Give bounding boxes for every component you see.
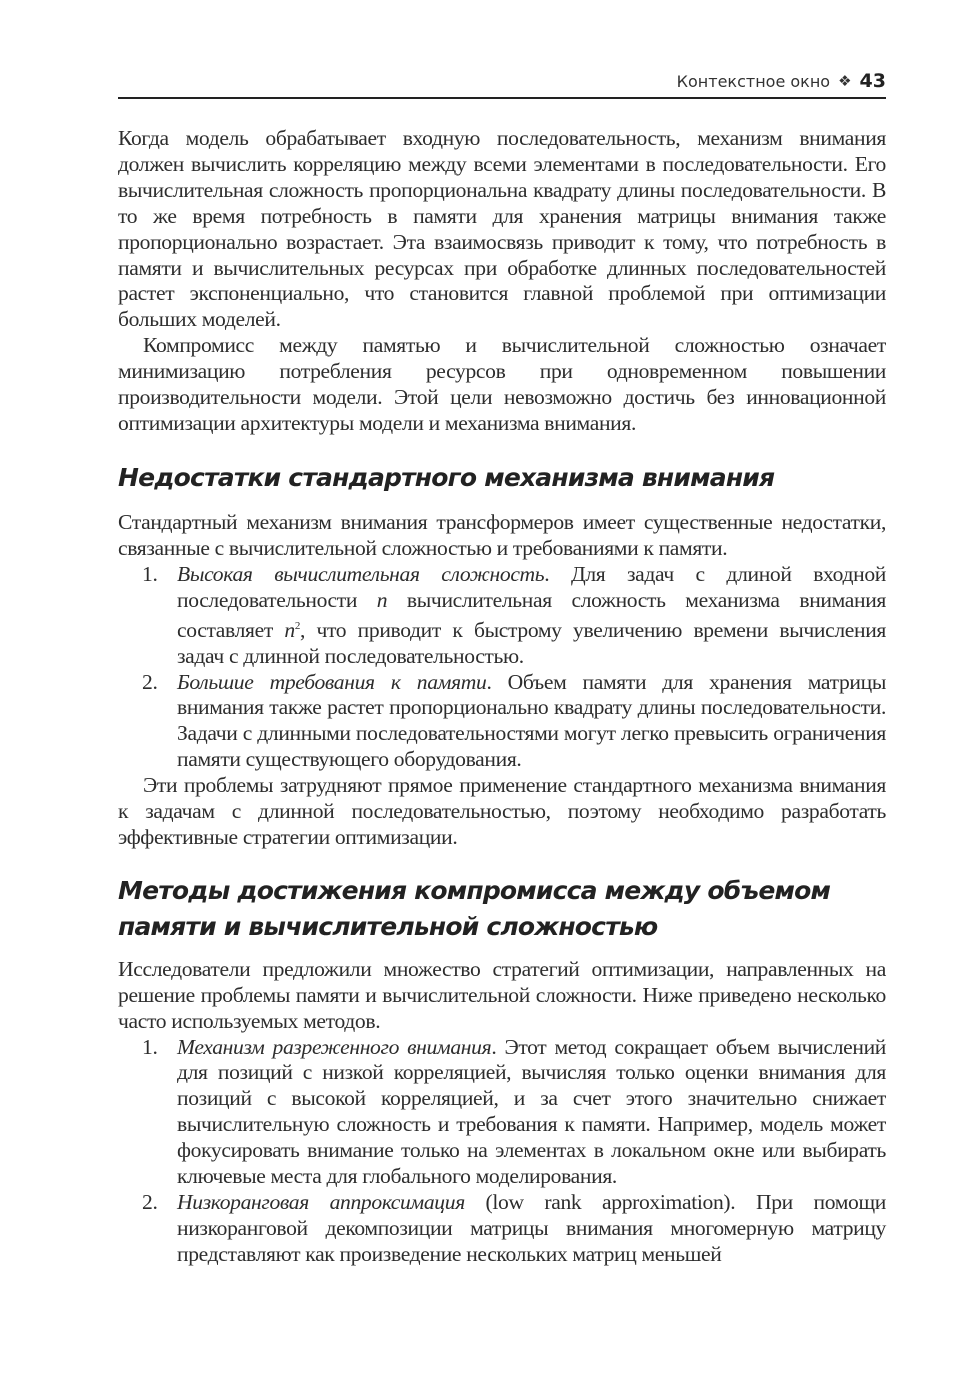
section-1-conclusion: Эти проблемы затрудняют прямое применение стандартного механизма внимания к задачам с длинной последовательностью, поэтому необходимо разработать эффективные стратегии оптимизации. — [118, 773, 886, 849]
list-text: , что приводит к быстрому увеличению времени вычисления задач с длинной последовательностью. — [177, 617, 886, 668]
list-text: (low rank approximation). При помощи низкоранговой декомпозиции матрицы внимания многомерную матрицу представляют как произведение нескольких матриц меньшей — [177, 1190, 886, 1266]
math-var: n — [376, 587, 388, 612]
running-head — [677, 70, 886, 92]
list-number: 1. — [142, 1034, 158, 1059]
section-2-intro: Исследователи предложили множество стратегий оптимизации, направленных на решение проблемы памяти и вычислительной сложности. Ниже приведено несколько часто используемых методов. — [118, 956, 886, 1033]
section-1-intro: Стандартный механизм внимания трансформеров имеет существенные недостатки, связанные с вычислительной сложностью и требованиями к памяти. — [118, 509, 886, 560]
section-2-list — [118, 1035, 886, 1268]
section-heading-2: Методы достижения компромисса между объемом памяти и вычислительной сложностью — [118, 875, 831, 941]
list-term: Низкоранговая аппроксимация — [177, 1190, 465, 1214]
section-1-list — [118, 562, 886, 773]
list-item — [118, 1190, 886, 1268]
page-body — [118, 126, 886, 1268]
list-text: . Этот метод сокращает объем вычислений для позиций с низкой корреляцией, вычисляя только оценки внимания для позиций с высокой корреляцией, и за счет этого значительно снижает вычислительную сложность и требования к памяти. Например, модель может фокусировать внимание только на элементах в локальном окне или выбирать ключевые места для глобального моделирования. — [177, 1034, 886, 1189]
list-term: Механизм разреженного внимания — [177, 1034, 492, 1059]
ornament-icon: ❖ — [838, 72, 852, 90]
list-item — [118, 670, 886, 774]
list-item — [118, 1035, 886, 1190]
list-number: 2. — [142, 1190, 158, 1214]
list-text: . Объем памяти для хранения матрицы внимания также растет пропорционально квадрату длины последовательности. Задачи с длинными последовательностями могут легко превысить ограничения памяти существующего оборудования. — [177, 669, 886, 772]
paragraph-1: Когда модель обрабатывает входную последовательность, механизм внимания должен вычислить корреляцию между всеми элементами в последовательности. Его вычислительная сложность пропорциональна квадрату длины последовательности. В то же время потребность в памяти для хранения матрицы внимания также пропорционально возрастает. Эта взаимосвязь приводит к тому, что потребность в памяти и вычислительных ресурсах при обработке длинных последовательностей растет экспоненциально, что становится главной проблемой при оптимизации больших моделей. — [118, 126, 886, 332]
list-item — [118, 562, 886, 670]
header-rule — [118, 97, 886, 99]
list-text: . Для задач с длиной входной последовательности — [177, 561, 886, 612]
list-term: Большие требования к памяти — [177, 669, 487, 694]
list-text: вычислительная сложность механизма внимания составляет — [177, 587, 886, 642]
page-number: 43 — [859, 70, 886, 92]
running-title: Контекстное окно — [676, 71, 831, 91]
list-term: Высокая вычислительная сложность — [177, 561, 545, 586]
math-var: n — [284, 617, 295, 642]
section-heading-1: Недостатки стандартного механизма внимания — [118, 462, 775, 492]
paragraph-2: Компромисс между памятью и вычислительной сложностью означает минимизацию потребления ресурсов при одновременном повышении производительности модели. Этой цели невозможно достичь без инновационной оптимизации архитектуры модели и механизма внимания. — [118, 333, 886, 435]
list-number: 1. — [142, 561, 158, 586]
list-number: 2. — [142, 669, 158, 694]
math-exponent: 2 — [294, 619, 300, 632]
